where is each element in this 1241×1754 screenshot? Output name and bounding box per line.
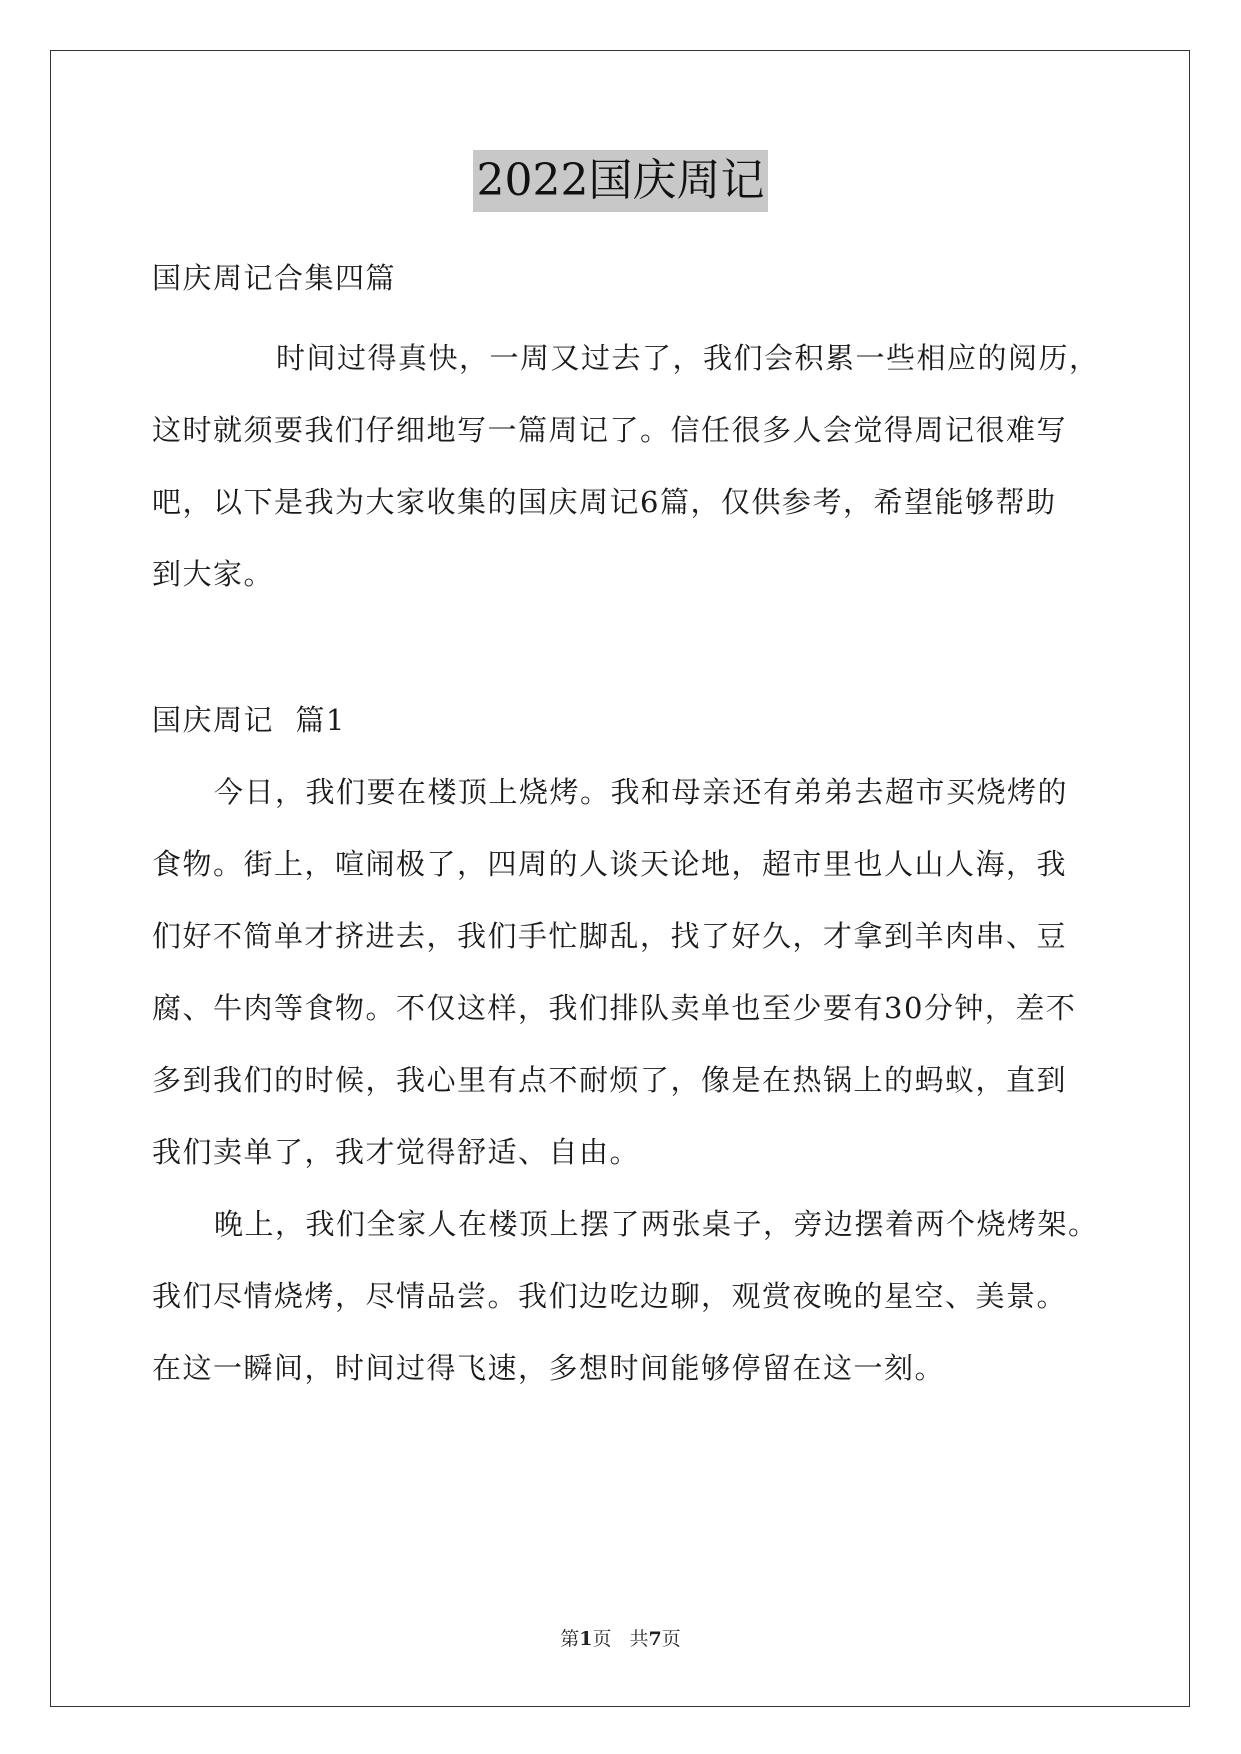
total-prefix: 共: [629, 1628, 649, 1650]
total-suffix: 页: [661, 1628, 681, 1650]
intro-line: 吧，以下是我为大家收集的国庆周记6篇，仅供参考，希望能够帮助: [152, 485, 1057, 519]
total-pages: 7: [648, 1628, 662, 1650]
subtitle: 国庆周记合集四篇: [152, 261, 397, 295]
paragraph-line: 在这一瞬间，时间过得飞速，多想时间能够停留在这一刻。: [152, 1351, 946, 1385]
page-footer: [0, 1624, 1241, 1651]
paragraph-line: 我们卖单了，我才觉得舒适、自由。: [152, 1135, 641, 1169]
paragraph-line: 晚上，我们全家人在楼顶上摆了两张桌子，旁边摆着两个烧烤架。: [214, 1207, 1099, 1241]
page-number: 1: [579, 1628, 593, 1650]
paragraph-line: 我们尽情烧烤，尽情品尝。我们边吃边聊，观赏夜晚的星空、美景。: [152, 1279, 1068, 1313]
paragraph-line: 们好不简单才挤进去，我们手忙脚乱，找了好久，才拿到羊肉串、豆: [152, 919, 1068, 953]
intro-line: 这时就须要我们仔细地写一篇周记了。信任很多人会觉得周记很难写: [152, 413, 1068, 447]
title-container: [0, 150, 1241, 212]
paragraph-line: 腐、牛肉等食物。不仅这样，我们排队卖单也至少要有30分钟，差不: [152, 991, 1077, 1025]
intro-line: 时间过得真快，一周又过去了，我们会积累一些相应的阅历，: [276, 341, 1100, 375]
paragraph-line: 多到我们的时候，我心里有点不耐烦了，像是在热锅上的蚂蚁，直到: [152, 1063, 1068, 1097]
intro-line: 到大家。: [152, 557, 275, 591]
paragraph-line: 食物。街上，喧闹极了，四周的人谈天论地，超市里也人山人海，我: [152, 847, 1068, 881]
paragraph-line: 今日，我们要在楼顶上烧烤。我和母亲还有弟弟去超市买烧烤的: [214, 775, 1069, 809]
page-suffix: 页: [592, 1628, 612, 1650]
page-prefix: 第: [560, 1628, 580, 1650]
document-title: 2022国庆周记: [473, 150, 769, 212]
section-heading: 国庆周记 篇1: [152, 703, 346, 737]
